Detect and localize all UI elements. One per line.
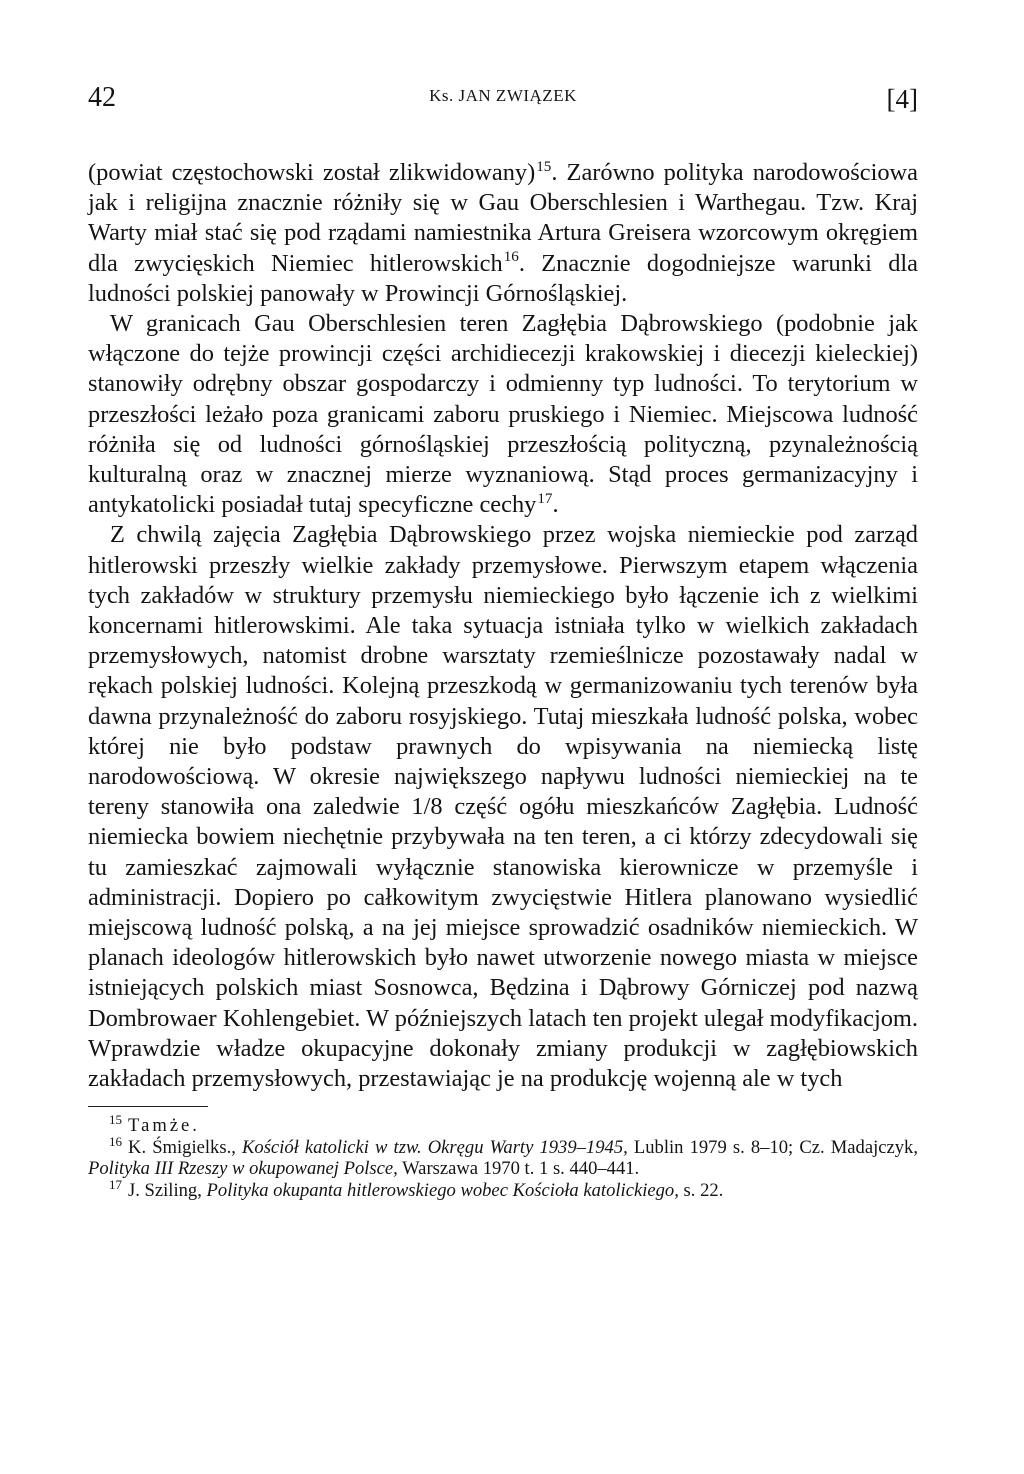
paragraph-3: Z chwilą zajęcia Zagłębia Dąbrowskiego przez wojska niemieckie pod zarząd hitlerowski przeszły wielkie zakłady przemysłowe. Pierwszym etapem włączenia tych zakładów w struktury przemysłu niemieckiego było łączenie ich z wielkimi koncernami hitlerowskimi. Ale taka sytuacja istniała tylko w wielkich zakładach przemysłowych, natomist drobne warsztaty rzemieślnicze pozostawały nadal w rękach polskiej ludności. Kolejną przeszkodą w germanizowaniu tych terenów była dawna przynależność do zaboru rosyjskiego. Tutaj mieszkała ludność polska, wobec której nie było podstaw prawnych do wpisywania na niemiecką listę narodowościową. W okresie największego napływu ludności niemieckiej na te tereny stanowiła ona zaledwie 1/8 część ogółu mieszkańców Zagłębia. Ludność niemiecka bowiem niechętnie przybywała na ten teren, a ci którzy zdecydowali się tu zamieszkać zajmowali wyłącznie stanowiska kierownicze w przemyśle i administracji. Dopiero po całkowitym zwycięstwie Hitlera planowano wysiedlić miejscową ludność polską, a na jej miejsce sprowadzić osadników niemieckich. W planach ideologów hitlerowskich było nawet utworzenie nowego miasta w miejsce istniejących polskich miast Sosnowca, Będzina i Dąbrowy Górniczej pod nazwą Dombrowaer Kohlengebiet. W późniejszych latach ten projekt ulegał modyfikacjom. Wprawdzie władze okupacyjne dokonały zmiany produkcji w zagłębiowskich zakładach przemysłowych, przestawiając je na produkcję wojenną ale w tych [88,521,918,1093]
footnote-ref-15[interactable]: 15 [536,158,552,175]
section-number: [4] [886,84,918,114]
paragraph-1: (powiat częstochowski został zlikwidowany)$^{15}$. Zarówno polityka narodowościowa jak i religijna znacznie różniły się w Gau Oberschlesien i Warthegau. Tzw. Kraj Warty miał stać się pod rządami namiestnika Artura Greisera wzorcowym okręgiem dla zwycięskich Niemiec hitlerowskich$^{16}$. Znacznie dogodniejsze warunki dla ludności polskiej panowały w Prowincji Górnośląskiej. [88,158,918,307]
page-header [88,72,918,120]
footnote-ref-17[interactable]: 17 [537,491,553,508]
footnote-17: $^{17}$ J. Sziling, Polityka okupanta hitlerowskiego wobec Kościoła katolickiego, s. 22. [109,1176,724,1202]
running-title: Ks. JAN ZWIĄZEK [429,86,577,105]
footnote-15: $^{15}$ Tamże. [109,1112,200,1137]
page-number: 42 [88,82,116,113]
footnote-separator [88,1106,208,1107]
footnotes [88,1112,918,1202]
body-text [88,158,918,1094]
paragraph-2: W granicach Gau Oberschlesien teren Zagłębia Dąbrowskiego (podobnie jak włączone do tejże prowincji części archidiecezji krakowskiej i diecezji kieleckiej) stanowiły odrębny obszar gospodarczy i odmienny typ ludności. To terytorium w przeszłości leżało poza granicami zaboru pruskiego i Niemiec. Miejscowa ludność różniła się od ludności górnośląskiej przeszłością polityczną, pzynależnością kulturalną oraz w znacznej mierze wyznaniową. Stąd proces germanizacyjny i antykatolicki posiadał tutaj specyficzne cechy$^{17}$. [88,310,918,519]
page [88,72,918,1202]
footnote-16: $^{16}$ K. Śmigielks., Kościół katolicki w tzw. Okręgu Warty 1939–1945, Lublin 1979 s. 8–10; Cz. Madajczyk, Polityka III Rzeszy w okupowanej Polsce, Warszawa 1970 t. 1 s. 440–441. [88,1133,918,1180]
footnote-ref-16[interactable]: 16 [503,249,519,266]
